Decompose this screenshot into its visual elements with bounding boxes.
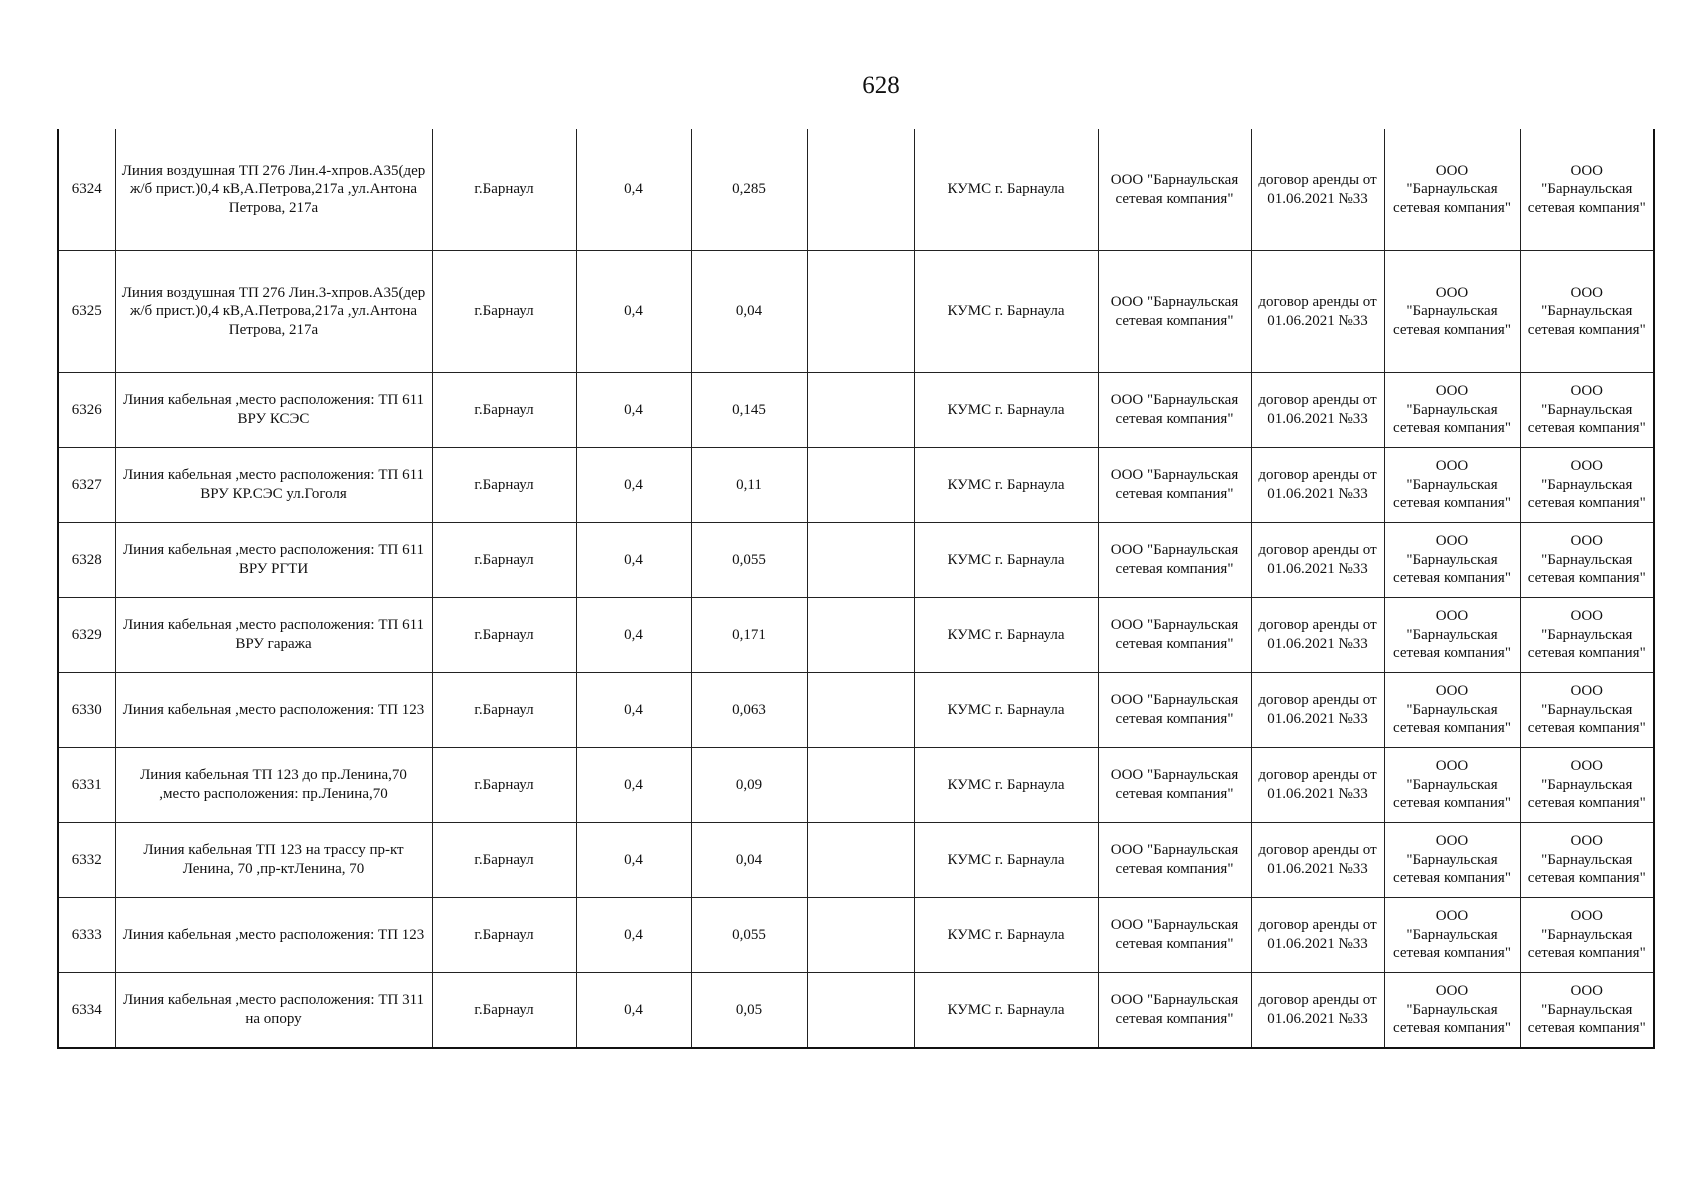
cell-length: 0,055 <box>691 523 807 598</box>
cell-operator: ООО "Барнаульская сетевая компания" <box>1384 673 1520 748</box>
cell-owner: КУМС г. Барнаула <box>914 823 1098 898</box>
table-row <box>58 673 1654 748</box>
cell-voltage: 0,4 <box>576 673 691 748</box>
cell-location: г.Барнаул <box>432 898 576 973</box>
cell-user: ООО "Барнаульская сетевая компания" <box>1520 898 1654 973</box>
cell-extra <box>807 251 914 373</box>
cell-user: ООО "Барнаульская сетевая компания" <box>1520 748 1654 823</box>
cell-operator: ООО "Барнаульская сетевая компания" <box>1384 448 1520 523</box>
registry-body <box>58 129 1654 1048</box>
cell-object-name: Линия воздушная ТП 276 Лин.4-хпров.А35(дер ж/б прист.)0,4 кВ,А.Петрова,217а ,ул.Антона Петрова, 217а <box>115 129 432 251</box>
cell-extra <box>807 898 914 973</box>
cell-operator: ООО "Барнаульская сетевая компания" <box>1384 251 1520 373</box>
cell-voltage: 0,4 <box>576 448 691 523</box>
cell-owner: КУМС г. Барнаула <box>914 673 1098 748</box>
cell-voltage: 0,4 <box>576 598 691 673</box>
cell-basis: договор аренды от 01.06.2021 №33 <box>1251 373 1384 448</box>
cell-basis: договор аренды от 01.06.2021 №33 <box>1251 898 1384 973</box>
cell-length: 0,145 <box>691 373 807 448</box>
cell-basis: договор аренды от 01.06.2021 №33 <box>1251 673 1384 748</box>
cell-object-name: Линия кабельная ,место расположения: ТП 611 ВРУ КР.СЭС ул.Гоголя <box>115 448 432 523</box>
cell-owner: КУМС г. Барнаула <box>914 523 1098 598</box>
cell-holder: ООО "Барнаульская сетевая компания" <box>1098 523 1251 598</box>
cell-number: 6330 <box>58 673 115 748</box>
cell-voltage: 0,4 <box>576 898 691 973</box>
cell-object-name: Линия кабельная ,место расположения: ТП 611 ВРУ гаража <box>115 598 432 673</box>
cell-location: г.Барнаул <box>432 823 576 898</box>
table-row <box>58 973 1654 1049</box>
cell-user: ООО "Барнаульская сетевая компания" <box>1520 373 1654 448</box>
cell-location: г.Барнаул <box>432 748 576 823</box>
cell-length: 0,09 <box>691 748 807 823</box>
table-row <box>58 823 1654 898</box>
cell-user: ООО "Барнаульская сетевая компания" <box>1520 673 1654 748</box>
cell-number: 6331 <box>58 748 115 823</box>
cell-location: г.Барнаул <box>432 448 576 523</box>
cell-basis: договор аренды от 01.06.2021 №33 <box>1251 129 1384 251</box>
cell-extra <box>807 673 914 748</box>
cell-basis: договор аренды от 01.06.2021 №33 <box>1251 251 1384 373</box>
cell-length: 0,04 <box>691 251 807 373</box>
cell-extra <box>807 598 914 673</box>
cell-number: 6334 <box>58 973 115 1049</box>
cell-basis: договор аренды от 01.06.2021 №33 <box>1251 598 1384 673</box>
cell-owner: КУМС г. Барнаула <box>914 748 1098 823</box>
cell-voltage: 0,4 <box>576 823 691 898</box>
cell-holder: ООО "Барнаульская сетевая компания" <box>1098 973 1251 1049</box>
cell-length: 0,11 <box>691 448 807 523</box>
cell-owner: КУМС г. Барнаула <box>914 598 1098 673</box>
cell-voltage: 0,4 <box>576 129 691 251</box>
cell-basis: договор аренды от 01.06.2021 №33 <box>1251 973 1384 1049</box>
cell-length: 0,05 <box>691 973 807 1049</box>
cell-operator: ООО "Барнаульская сетевая компания" <box>1384 523 1520 598</box>
cell-basis: договор аренды от 01.06.2021 №33 <box>1251 823 1384 898</box>
cell-voltage: 0,4 <box>576 373 691 448</box>
table-row <box>58 373 1654 448</box>
cell-object-name: Линия кабельная ТП 123 на трассу пр-кт Ленина, 70 ,пр-ктЛенина, 70 <box>115 823 432 898</box>
cell-location: г.Барнаул <box>432 598 576 673</box>
cell-operator: ООО "Барнаульская сетевая компания" <box>1384 973 1520 1049</box>
table-row <box>58 251 1654 373</box>
cell-voltage: 0,4 <box>576 973 691 1049</box>
cell-operator: ООО "Барнаульская сетевая компания" <box>1384 748 1520 823</box>
cell-holder: ООО "Барнаульская сетевая компания" <box>1098 598 1251 673</box>
cell-operator: ООО "Барнаульская сетевая компания" <box>1384 598 1520 673</box>
cell-location: г.Барнаул <box>432 523 576 598</box>
cell-holder: ООО "Барнаульская сетевая компания" <box>1098 251 1251 373</box>
cell-extra <box>807 448 914 523</box>
cell-extra <box>807 823 914 898</box>
cell-length: 0,055 <box>691 898 807 973</box>
cell-owner: КУМС г. Барнаула <box>914 373 1098 448</box>
cell-extra <box>807 373 914 448</box>
cell-user: ООО "Барнаульская сетевая компания" <box>1520 973 1654 1049</box>
cell-length: 0,171 <box>691 598 807 673</box>
cell-user: ООО "Барнаульская сетевая компания" <box>1520 129 1654 251</box>
registry-table <box>57 129 1655 1049</box>
cell-number: 6325 <box>58 251 115 373</box>
cell-object-name: Линия кабельная ,место расположения: ТП 611 ВРУ КСЭС <box>115 373 432 448</box>
cell-number: 6327 <box>58 448 115 523</box>
cell-operator: ООО "Барнаульская сетевая компания" <box>1384 129 1520 251</box>
cell-owner: КУМС г. Барнаула <box>914 251 1098 373</box>
cell-length: 0,04 <box>691 823 807 898</box>
cell-operator: ООО "Барнаульская сетевая компания" <box>1384 823 1520 898</box>
cell-holder: ООО "Барнаульская сетевая компания" <box>1098 373 1251 448</box>
cell-location: г.Барнаул <box>432 673 576 748</box>
cell-object-name: Линия кабельная ,место расположения: ТП 123 <box>115 898 432 973</box>
cell-number: 6332 <box>58 823 115 898</box>
cell-number: 6328 <box>58 523 115 598</box>
cell-basis: договор аренды от 01.06.2021 №33 <box>1251 748 1384 823</box>
cell-holder: ООО "Барнаульская сетевая компания" <box>1098 748 1251 823</box>
cell-holder: ООО "Барнаульская сетевая компания" <box>1098 823 1251 898</box>
cell-holder: ООО "Барнаульская сетевая компания" <box>1098 129 1251 251</box>
cell-owner: КУМС г. Барнаула <box>914 973 1098 1049</box>
cell-voltage: 0,4 <box>576 748 691 823</box>
cell-operator: ООО "Барнаульская сетевая компания" <box>1384 373 1520 448</box>
cell-number: 6329 <box>58 598 115 673</box>
cell-holder: ООО "Барнаульская сетевая компания" <box>1098 898 1251 973</box>
cell-object-name: Линия кабельная ,место расположения: ТП 123 <box>115 673 432 748</box>
cell-object-name: Линия кабельная ,место расположения: ТП 311 на опору <box>115 973 432 1049</box>
cell-voltage: 0,4 <box>576 523 691 598</box>
cell-length: 0,285 <box>691 129 807 251</box>
cell-object-name: Линия воздушная ТП 276 Лин.3-хпров.А35(дер ж/б прист.)0,4 кВ,А.Петрова,217а ,ул.Антона Петрова, 217а <box>115 251 432 373</box>
cell-length: 0,063 <box>691 673 807 748</box>
cell-holder: ООО "Барнаульская сетевая компания" <box>1098 448 1251 523</box>
table-row <box>58 748 1654 823</box>
cell-extra <box>807 129 914 251</box>
cell-location: г.Барнаул <box>432 973 576 1049</box>
cell-owner: КУМС г. Барнаула <box>914 129 1098 251</box>
cell-number: 6324 <box>58 129 115 251</box>
cell-extra <box>807 523 914 598</box>
cell-location: г.Барнаул <box>432 251 576 373</box>
cell-user: ООО "Барнаульская сетевая компания" <box>1520 823 1654 898</box>
page-number: 628 <box>862 72 900 99</box>
cell-holder: ООО "Барнаульская сетевая компания" <box>1098 673 1251 748</box>
cell-basis: договор аренды от 01.06.2021 №33 <box>1251 448 1384 523</box>
cell-extra <box>807 973 914 1049</box>
cell-object-name: Линия кабельная ,место расположения: ТП 611 ВРУ РГТИ <box>115 523 432 598</box>
cell-user: ООО "Барнаульская сетевая компания" <box>1520 523 1654 598</box>
cell-user: ООО "Барнаульская сетевая компания" <box>1520 251 1654 373</box>
cell-operator: ООО "Барнаульская сетевая компания" <box>1384 898 1520 973</box>
cell-user: ООО "Барнаульская сетевая компания" <box>1520 448 1654 523</box>
table-row <box>58 448 1654 523</box>
table-row <box>58 523 1654 598</box>
cell-object-name: Линия кабельная ТП 123 до пр.Ленина,70 ,место расположения: пр.Ленина,70 <box>115 748 432 823</box>
cell-location: г.Барнаул <box>432 129 576 251</box>
table-row <box>58 898 1654 973</box>
cell-voltage: 0,4 <box>576 251 691 373</box>
cell-location: г.Барнаул <box>432 373 576 448</box>
cell-number: 6326 <box>58 373 115 448</box>
table-row <box>58 129 1654 251</box>
cell-number: 6333 <box>58 898 115 973</box>
table-row <box>58 598 1654 673</box>
cell-user: ООО "Барнаульская сетевая компания" <box>1520 598 1654 673</box>
cell-owner: КУМС г. Барнаула <box>914 898 1098 973</box>
cell-owner: КУМС г. Барнаула <box>914 448 1098 523</box>
cell-basis: договор аренды от 01.06.2021 №33 <box>1251 523 1384 598</box>
cell-extra <box>807 748 914 823</box>
